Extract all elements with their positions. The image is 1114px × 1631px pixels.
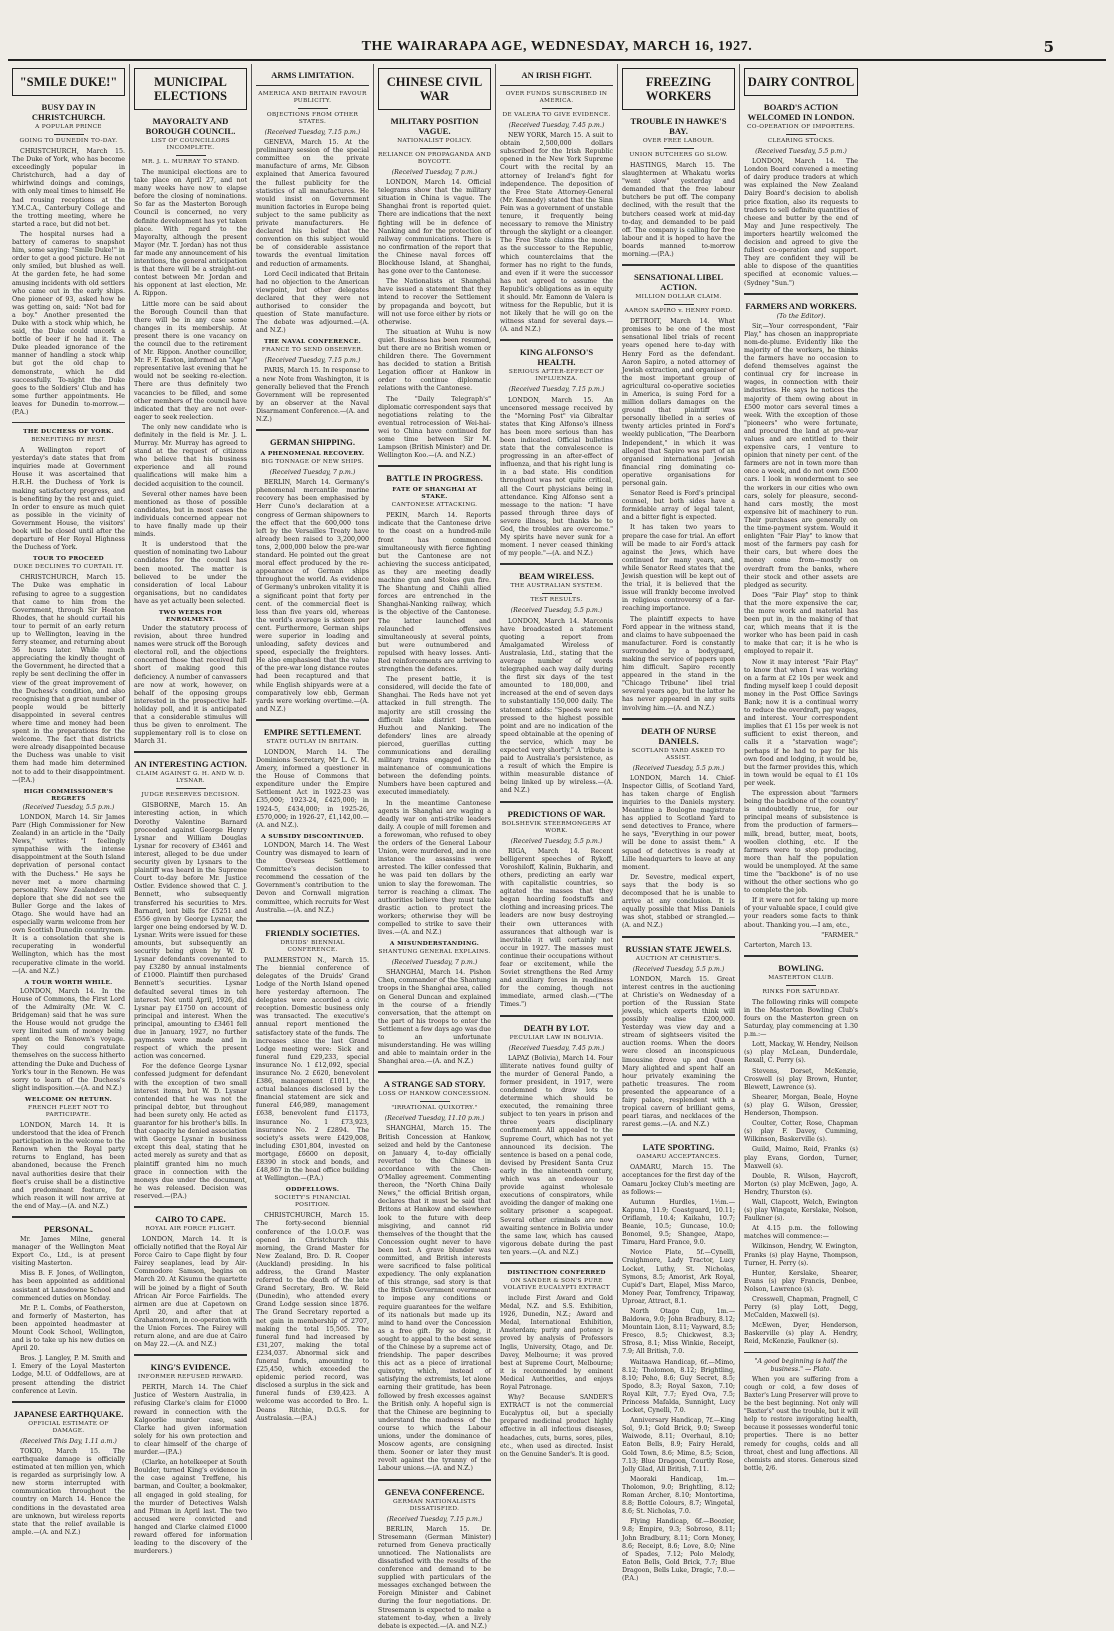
deck: BENEFITING BY REST. [31,437,106,444]
article-paragraph: Lord Cecil indicated that Britain had no objection to the American viewpoint, but other delegates declared that they were not authorised to consider the question of State manufacture. The debate was adjourned.—(A. and N.Z.) [256,270,369,335]
received-line: (Received Tuesday, 7.15 p.m.) [508,386,605,394]
received-line: (Received Tuesday, 11.10 p.m.) [384,1115,485,1123]
deck: PECULIAR LAW IN BOLIVIA. [509,1034,604,1041]
deck: GERMAN NATIONALISTS DISSATISFIED. [392,1498,477,1512]
article-paragraph: SHANGHAI, March 14. Pishon Chen, commander of the Shantung troops in the Shanghai area, called on General Duncan and explained in the course of a friendly conversation, that the attempt on the part of his troops to enter the Settlement a few days ago was due to an unfortunate misunderstanding. He was willing and able to maintain order in the Shanghai area.—(A. and N.Z.) [378,969,491,1066]
deck: SCOTLAND YARD ASKED TO ASSIST. [631,747,726,761]
headline: DEATH OF NURSE DANIELS. [641,725,716,746]
article-paragraph: PEKIN, March 14. Reports indicate that the Cantonese drive to the coast on a hundred-mile front has commenced simultaneously with fierce fighting but the Cantonese are not achieving the success anticipated, as they are meeting deadly machine gun and Stokes gun fire. The Shantung and Chihli allied forces are entrenched in the Shanghai-Nanking railway, which is the objective of the Cantonese. The latter launched and relaunched offensives simultaneously at several points, but were outnumbered and repulsed with heavy losses. Anti-Red reinforcements are arriving to strengthen the defences. [378,512,491,674]
headline: PERSONAL. [44,1223,93,1234]
received-line: (Received Tuesday, 5.5 p.m.) [755,148,847,155]
divider [134,1354,247,1356]
deck: RINKS FOR SATURDAY. [762,988,840,995]
subheading: FATE OF SHANGHAI AT STAKE. [392,486,477,501]
article-paragraph: A Wellington report of yesterday's date states that from inquiries made at Government House it was ascertained that H.R.H. the Duchess of York is making satisfactory progress, and is benefiting by the rest and quiet. In order to ensure as much quiet as possible in the vicinity of Government House, the visitors' book will be closed until after the departure of Her Royal Highness the Duchess of York. [12,447,125,552]
letter-paragraph: Now it may interest "Fair Play" to know that when I was working on a farm at £2 10s per week and finding myself keep I could deposit money in the Post Office Savings Bank; now it is a continual worry to reduce the overdraft, pay wages, and interest. Your correspondent implies that £1 15s per week is not sufficient to exist thereon, and calls it a "starvation wage"; perhaps if he had to pay for his own food and lodging, it would be, but the farmer provides this, which in town would be equal to £1 10s per week. [744,658,858,787]
deck: STATE OUTLAY IN BRITAIN. [266,738,359,745]
divider [256,429,369,431]
page-number: 5 [1043,38,1054,56]
subheading: TWO WEEKS FOR ENROLMENT. [158,608,223,623]
divider [744,955,858,957]
received-line: (Received Tuesday, 5.5 p.m.) [22,803,115,811]
divider [500,563,613,565]
divider [500,339,613,341]
separator [54,134,84,135]
deck: AARON SAPIRO v. HENRY FORD. [624,308,733,315]
race-entry: Maoraki Handicap, 1m.—Tholomon, 9.0; Brightling, 8.12; Roman Archer, 8.10; Montortima, 8.8; Bottle Colours, 8.7; Wingetal, 8.6; St. Nicholas, 7.0. [622,1475,735,1516]
received-line: (Received Tuesday, 7.45 p.m.) [508,122,605,129]
letter-paragraph: Sir,—Your correspondent, "Fair Play," has chosen an inappropriate nom-de-plume. Evidently like the majority of the workers, he thinks the farmers have no occasion to defend themselves against the continual cry for increase in wages, in connection with their industries. He says he notices the majority of them owing about in £500 motor cars several times a week. With the exception of those "pioneers" who were fortunate, and procured the land at pre-war values and are entitled to their expensive cars, I venture to opinion that ninety per cent. of the farmers are not in town more than once a week, and do not own £500 cars. I look in wonderment to see the workers in our cities who own cars, solely for pleasure, second-hand cars mostly, the most expensive bit of machinery to run. Their purchases are generally on the time-payment system. Would it enlighten "Fair Play" to know that most of the farmers pay cash for their cars, but where does the money come from—mostly on overdraft from the banks, where their stock and other assets are pledged as security. [744,322,858,589]
subheading: TOUR TO PROCEED [33,555,104,563]
subheading: A PHENOMENAL RECOVERY. [260,450,365,458]
divider [134,751,247,753]
divider [256,719,369,721]
subheading: THE NAVAL CONFERENCE. [263,338,362,346]
subheading: ODDFELLOWS. [285,1186,340,1194]
deck: BOLSHEVIK STEERMONGERS AT WORK. [501,820,612,834]
divider [500,1262,613,1264]
received-line: (Received Tuesday, 5.5 p.m.) [632,764,725,772]
rink-entry: Wilkinson, Hendry, W. Ewington, Franks (s) play Hayne, Thompson, Turner, H. Perry (s). [744,1243,858,1267]
article-paragraph: Several other names have been mentioned as those of possible candidates, but in most cases the individuals concerned appear not to have finally made up their minds. [134,490,247,539]
article-paragraph: LONDON, March 14. Sir James Parr (High Commissioner for New Zealand) in an article in the "Daily News," writes: "I feelingly sympathise with the intense disappointment at the South Island deprivation of personal contact with the Duchess." He says he never met a more charming personality. New Zealanders will deplore that she did not see the Buller Gorge and the lakes of Otago. She would have had an especially warm welcome from her own Scottish Dunedin countrymen. It is a consolation that she is recuperating in wonderful Wellington, which has the most recuperative climate in the world.—(A. and N.Z.) [12,813,125,975]
article-paragraph: LONDON, March 15. Great interest centres in the auctioning at Christie's on Wednesday of a portion of the Russian State jewels, which experts think will possibly realise £200,000. Yesterday was view day and a stream of sightseers visited the auction rooms. When the doors were closed an inconspicuous limousine drove up and Queen Mary alighted and spent half an hour privately examining the pathetic treasures. The room presented the appearance of a fairy palace, resplendent with a tropical cavern of brilliant gems, pearl tiaras, and necklaces of the rarest gems.—(A. and N.Z.) [622,975,735,1129]
received-line: (Received Tuesday, 7 p.m.) [269,469,356,477]
headline: ARMS LIMITATION. [271,70,354,80]
article-paragraph: LONDON, March 14. The Dominions Secretary, Mr L. C. M. Amery, informed a questioner in the House of Commons that expenditure under the Empire Settlement Act in 1922-23 was £35,000; 1923-24, £425,000; in 1924-5, £434,000; in 1925-26, £570,000; in 1926-27, £1,142,00.—(A. and N.Z.). [256,748,369,829]
letter-paragraph: The expression about "farmers being the backbone of the country" is undoubtedly true, for our principal means of subsistence is from the production of farmers—milk, bread, butter, meat, boots, woollen clothing, etc. If the farmers were to stop producing, more than half the population would be unemployed. At the same time the "backbone" is of no use without the other sections who go to complete the job. [744,790,858,895]
deck: MILLION DOLLAR CLAIM. [635,294,722,301]
article-paragraph: The situation at Wuhu is now quiet. Business has been resumed, but there are no British women or children there. The Government has decided to station a British Legation officer at Hankow in order to continue diplomatic relations with the Cantonese. [378,328,491,393]
deck: TEST RESULTS. [530,597,583,604]
advertisement-title: DISTINCTION CONFERRED [507,1268,606,1276]
article-paragraph: LONDON, March 14. The London Board convened a meeting of dairy produce traders at which was explained the New Zealand Dairy Board's decision to abolish price fixation, also its requests to traders to sell definite quantities of cheese and butter by the end of May and June respectively. The importers heartily welcomed the decision and agreed to give the fullest co-operation and support. They are confident they will be able to dispose of the quantities specified at economic values.—(Sydney "Sun.") [744,158,858,287]
editor-note: (To the Editor). [776,312,826,320]
deck: OVER FREE LABOUR. [642,138,715,144]
headline: BUSY DAY IN CHRISTCHURCH. [31,102,106,122]
headline: GERMAN SHIPPING. [270,437,355,448]
column-5 [496,64,618,1540]
column-2 [130,64,252,1556]
separator [786,985,816,986]
article-paragraph: The plaintiff expects to have Ford appear in the witness stand, and claims to have subpoenaed the manufacturer. Ford is constantly surrounded by a bodyguard, making the service of papers upon him difficult. Sapiro recently appeared in the stand in the "Chicago Tribune" libel trial several years ago, but the latter he has never appeared in any suits involving him.—(A. and N.Z.) [622,615,735,712]
headline: RUSSIAN STATE JEWELS. [625,943,732,954]
received-line: (Received Tuesday, 7.45 p.m.) [508,1044,605,1052]
subheading: A SUBSIDY DISCONTINUED. [261,832,364,840]
deck: CO-OPERATION OF IMPORTERS. [747,124,855,130]
article-paragraph: PERTH, March 14. The Chief Justice of Western Australia, in refusing Clarke's claim for £1000 reward in connection with the Kalgoorlie murder case, said Clarke had given information solely for his own protection and to clear himself of the charge of murder.—(P.A.) [134,1384,247,1457]
article-paragraph: The "Daily Telegraph's" diplomatic correspondent says that negotiations relating to the eventual retrocession of Wei-hai-wei to China have continued for some time between Sir M. Lampson (British Minister) and Dr. Wellington Koo.—(A. and N.Z.) [378,395,491,460]
race-entry: Novice Plate, 5f.—Cynelli, Craighmore, Lady Tractor, Lucy Locket, Luthy, St. Nicholas, Symons, 8.5; Amorist, Ark Royal, Cupid's Dart, Elapel, Miss Marco, Money Pear, Tomfrency, Tripaway, Uproar, Attract, 8.1. [622,1249,735,1305]
race-entry: Waitaawa Handicap, 6f.—Mimo, 8.12; Tholomon, 8.12; Brightling, 8.10; Peho, 8.6; Guy Secret, 8.5; Spodo, 8.3; Royal Saxon, 7.10; Royal Kilt, 7.7; Eyed Ova, 7.5; Princess Mafalda, Sunnight, Lucy Locket, Cynelli, 7.0. [622,1358,735,1415]
headline: BOWLING. [778,962,824,973]
divider [378,1479,491,1481]
deck: BIG TONNAGE OF NEW SHIPS. [261,459,364,466]
deck: DE VALERA TO GIVE EVIDENCE. [502,112,611,118]
article-paragraph: In the meantime Cantonese agents in Shanghai are waging a deadly war on anti-strike leaders daily. A couple of mill foremen and a forewoman, who refused to obey the orders of the General Labour Union, were murdered, and in one instance the assassins were arrested. The killer confessed that he was paid ten dollars by the union to slay the forewoman. The terror is reaching a climax. The authorities believe they must take drastic action to protect the workers; otherwise they will be compelled to strike to save their lives.—(A. and N.Z.) [378,799,491,937]
deck: OVER FUNDS SUBSCRIBED IN AMERICA. [505,91,608,104]
race-entry: Anniversary Handicap, 7f.—King Sol, 9.1; Gold Brick, 9.0; Sweep Waiwode, 8.11; Overhaul, 8.10; Eaton Bells, 8.9; Fairy Herald, Gold Town, 8.6; Mime, 8.5; Scion, 7.13; Blue Dragoon, Courtly Rose, Jolly Glad, All British, 7.11. [622,1417,735,1473]
article-paragraph: The following rinks will compete in the Masterton Bowling Club's fours on the Masterton green on Saturday, play commencing at 1.30 p.m.:— [744,998,858,1039]
rink-entry: Stevens, Dorset, McKenzie, Croswell (s) play Brown, Hunter, Blewett, Lawrence (s). [744,1067,858,1091]
headline: MAYORALTY AND BOROUGH COUNCIL. [145,116,236,136]
headline: BEAM WIRELESS. [519,571,594,582]
divider [622,264,735,266]
headline: BATTLE IN PROGRESS. [386,473,483,484]
separator [786,134,816,135]
received-line: (Received Tuesday, 5.5 p.m.) [510,607,603,615]
rink-entry: Lott, Mackay, W. Hendry, Neilson (s) play McLean, Dunderdale, Rexall, C. Perry (s). [744,1041,858,1065]
divider [134,1206,247,1208]
article-paragraph: The hospital nurses had a battery of cameras to snapshot him, some saying: "Smile Duke!" in order to get a good picture. He not only smiled, but blushed as well. At the garden fete, he had some amusing incidents with old settlers who came out in the early ships. One pioneer of 93, asked how he was getting on, said: "Not bad for a boy." Another presented the Duke with a stock whip which, he said, the Duke could uncork a bottle of beer if he had it. The Duke pleaded ignorance of the manner of handling a stock whip but got the old chap to demonstrate, which he did successfully. To-night the Duke goes to the Soldiers' Club and has some further appointments. He leaves for Dunedin to-morrow.—(P.A.) [12,230,125,416]
deck: DUKE DECLINES TO CURTAIL IT. [13,564,124,571]
article-paragraph: LONDON, March 14. It is officially notified that the Royal Air Force Cairo to Cape flight by four Fairey seaplanes, lead by Air-Commodore Samson, begins on March 20. At Kisumu the quartette will be joined by a flight of South African Air Force Fairfields. The airmen are due at Capetown on April 20, and after that at Grahamstown, in co-operation with the Union Forces. The Fairey will return alone, and are due at Cairo on May 22.—(A. and N.Z.) [134,1235,247,1349]
banner-smile-duke: "SMILE DUKE!" [12,68,125,96]
deck: SERIOUS AFTER-EFFECT OF INFLUENZA. [508,369,605,383]
headline: CAIRO TO CAPE. [155,1213,226,1224]
article-paragraph: Bros. J. Langley, P. M. Smith and I. Emery of the Loyal Masterton Lodge, M.U. of Oddfellows, are at present attending the district conference at Levin. [12,1355,125,1395]
deck: MR. J. L. MURRAY TO STAND. [141,159,240,165]
race-entry: North Otago Cup, 1m.—Baldowa, 9.0; John Bradbury, 8.12; Mountain Lion, 8.11; Vayward, 8.5; Fresco, 8.5; Chickwest, 8.3; Sfrosa, 8.1; Miss Winkie, Receipt, 7.9; All British, 7.0. [622,1307,735,1356]
divider [378,1071,491,1073]
deck: SHANTUNG GENERAL EXPLAINS. [378,949,491,956]
article-paragraph: The only new candidate who is definitely in the field is Mr. J. L. Murray. Mr. Murray has agreed to stand at the request of citizens who believe that his business experience and all round qualifications will make him a decided acquisition to the council. [134,423,247,488]
headline: FRIENDLY SOCIETIES. [265,927,360,938]
deck: GOING TO DUNEDIN TO-DAY. [19,138,118,144]
headline: GENEVA CONFERENCE. [384,1486,485,1497]
deck: AMERICA AND BRITAIN FAVOUR PUBLICITY. [258,91,367,104]
divider [500,85,613,86]
article-paragraph: Senator Reed is Ford's principal counsel, but both sides have a formidable array of legal talent, and a bitter fight is expected. [622,490,735,522]
columns [8,64,1106,1630]
article-paragraph: BERLIN, March 14. Germany's phenomenal mercantile marine recovery has been emphasised by Herr Cuno's declaration at a congress of German shipowners to the effect that the 600,000 tons left by the Versailles Treaty have already been raised to 3,200,000 tons, 2,000,000 below the pre-war standard. He pointed out the great moral effect produced by the re-appearance of German ships throughout the world. As evidence of Germany's unbroken vitality it is a significant point that forty per cent. of the commercial fleet is less than five years old, whereas the world's average is sixteen per cent. Furthermore, German ships were superior in loading and unloading, safety devices and speed, especially the freighters. He also emphasised that the value of the pre-war long distance routes had been recaptured and that while English shipyards were at a comparatively low ebb, German yards were working overtime.—(A. and N.Z.) [256,479,369,713]
article-paragraph: LONDON, March 14. Chief-Inspector Gillis, of Scotland Yard, has taken charge of English inquiries to the Daniels mystery. Meantime a Boulogne magistrate has applied to Scotland Yard to send detectives to France, where he says, "Everything in our power will be done to assist them." A squad of detectives is ready at Lille headquarters to leave at any moment. [622,774,735,871]
separator [176,155,206,156]
article-paragraph: Mr. James Milne, general manager of the Wellington Meat Export Co., Ltd., is at present visiting Masterton. [12,1235,125,1268]
received-line: (Received Tuesday, 7.15 p.m.) [386,1515,483,1523]
received-line: (Received Tuesday, 7.15 p.m.) [264,357,361,365]
subheading: A TOUR WORTH WHILE. [24,978,113,986]
divider [12,1216,125,1218]
rink-entry: McEwen, Dyer, Henderson, Baskerville (s) play A. Hendry, Reid, McKenzie, Faulkner (s). [744,1322,858,1346]
headline: PREDICTIONS OF WAR. [507,808,606,819]
deck: SOCIETY'S FINANCIAL POSITION. [274,1195,351,1209]
deck: RELIANCE ON PROPAGANDA AND BOYCOTT. [378,152,492,165]
received-line: (Received This Day, 1.11 a.m.) [20,1437,117,1445]
subheading: WELCOME ON RETURN. [25,1095,112,1103]
article-paragraph: For the defence George Lysnar confessed judgment for defendant with the exception of two small interest items, but W. D. Lysnar contended that he was not the principal debtor, but throughout had been surety only. He acted as guarantor for his brother's bills. In that capacity he denied association with George Lysnar in business except this deal, stating that he acted merely as surety and that as plaintiff granted him no much grace in connection with the moneys due under the document, he was released. Decision was reserved.—(P.A.) [134,1063,247,1200]
column-7 [740,64,862,1540]
deck: CLAIM AGAINST G. H. AND W. D. LYSNAR. [136,771,245,785]
rink-entry: Guild, Maimo, Reid, Franks (s) play Evans, Gordon, Turner, Maxwell (s). [744,1146,858,1170]
deck: MASTERTON CLUB. [768,974,834,981]
article-paragraph: OAMARU, March 15. The acceptances for the first day of the Oamaru Jockey Club's meeting are as follows:— [622,1164,735,1196]
column-4 [374,64,496,1630]
article-paragraph: It is understood that the question of nominating two Labour candidates for the council has been mooted. The matter is believed to be under the consideration of local Labour organisations, but no candidates have as yet actually been selected. [134,541,247,605]
deck: CLEARING STOCKS. [767,138,835,144]
article-paragraph: The Nationalists at Shanghai have issued a statement that they intend to recover the Settlement by propaganda and boycott, but will not use force either by riots or otherwise. [378,278,491,326]
letter-signature: "FARMER." [821,931,858,939]
race-entry: Flying Handicap, 6f.—Boozier, 9.8; Empire, 9.3; Sobroso, 8.11; John Bradbury, 8.11; Corn Money, 8.6; Receipt, 8.6; Love, 8.0; Nine of Spades, 7.12; Polo Melody, Eaton Bells, Gold Brick, 7.7; Blue Dragoon, Bells Luke, Dragic, 7.0.—(P.A.) [622,1518,735,1582]
article-paragraph: Miss B. F. Jones, of Wellington, has been appointed as additional assistant at Lansdowne School and commenced duties on Monday. [12,1270,125,1302]
divider [12,422,125,423]
headline: BOARD'S ACTION WELCOMED IN LONDON. [747,102,855,122]
deck: OFFICIAL ESTIMATE OF DAMAGE. [28,1420,109,1434]
deck: NATIONALIST POLICY. [397,138,472,144]
deck: A POPULAR PRINCE [35,124,102,130]
subheading: A MISUNDERSTANDING. [389,940,480,948]
headline: A STRANGE SAD STORY. [383,1079,486,1090]
article-paragraph: LONDON, March 14. The West Country was dismayed to learn of the Overseas Settlement Committee's decision to recommend the cessation of the Government's contribution to the Devon and Cornwall migration committee, which recruits for West Australia.—(A. and N.Z.) [256,841,369,914]
separator [298,108,328,109]
separator [542,593,572,594]
headline: AN IRISH FIGHT. [521,70,592,80]
deck: AUCTION AT CHRISTIE'S. [635,955,722,962]
deck: FRANCE TO SEND OBSERVER. [261,347,364,354]
banner-chinese-civil-war: CHINESE CIVIL WAR [378,68,491,110]
deck: CANTONESE ATTACKING. [391,502,478,509]
deck: "IRRATIONAL QUIXOTRY." [391,1105,478,1112]
column-1 [8,64,130,1540]
article-paragraph: Under the statutory process of revision, about three hundred names were struck off the Borough electoral roll, and the objections concerned those that received full short of making good this deficiency. A number of canvassers are now at work, however, on behalf of the opposing groups interested in the prospective half-holiday poll, and it is anticipated that a considerable stimulus will thus be given to enrolment. The supplementary roll is to close on March 31. [134,624,247,746]
article-paragraph: CHRISTCHURCH, March 15. The forty-second biennial conference of the I.O.O.F. was opened in Christchurch this morning, the Grand Master for New Zealand, Bro. D. R. Cooper (Auckland) presiding. In his address, the Grand Master referred to the death of the late Grand Secretary, Bro. W. Reid (Dunedin), who attended every Grand Lodge session since 1876. The Grand Secretary reported a net gain in membership of 2707, making the total 15,505. The funeral fund had increased by £31,207, making the total £234,037. Abnormal sick and funeral funds, amounting to £25,450, which exceeded the epidemic period record, was disclosed a surplus in the sick and funeral funds of £39,423. A welcome was accorded to Bro. L. Deans Ritchie, D.G.S. for Australasia.—(P.A.) [256,1212,369,1422]
separator [664,304,694,305]
received-line: (Received Tuesday, 5.5 p.m.) [510,837,603,845]
article-paragraph: RIGA, March 14. Recent belligerent speeches of Rykoff, Voroshiloff, Kalinin, Bukharin, and others, predicting an early war with capitalistic countries, so agitated the masses that they began hoarding foodstuffs and clothing and increasing prices. The leaders are now busy destroying their own utterances with assurances that although war is inevitable it will certainly not occur in 1927. The masses must continue their occupations without fear or excitement, while the Soviet strengthens the Red Army and auxiliary forces in readiness for the coming, though not immediate, armed clash.—("The Times.") [500,847,613,1009]
deck: DRUIDS' BIENNIAL CONFERENCE. [280,939,345,953]
advertisement-body: When you are suffering from a cough or cold, a few doses of Baxter's Lung Preserver will prove to be the best beginning. Not only will "Baxter's" oust the trouble, but it will help to restore invigorating health, because it possesses wonderful tonic properties. There is no better remedy for coughs, colds and all throat, chest and lung affections. All chemists and stores. Generous sized bottle, 2/6. [744,1375,858,1472]
headline: JAPANESE EARTHQUAKE. [13,1408,124,1419]
masthead-rule [8,59,1106,61]
banner-dairy-control: DAIRY CONTROL [744,68,858,96]
headline: DEATH BY LOT. [523,1022,590,1033]
column-3 [252,64,374,1540]
headline: EMPIRE SETTLEMENT. [263,726,362,737]
deck: LOSS OF HANKOW CONCESSION. [378,1091,491,1098]
headline: KING ALFONSO'S HEALTH. [519,347,594,368]
headline: LATE SPORTING. [642,1142,715,1153]
separator [664,148,694,149]
article-paragraph: Dr. Sevestre, medical expert, says that the body is so decomposed that he is unable to arrive at any conclusion. It is equally possible that Miss Daniels was shot, stabbed or strangled.—(A. and N.Z.) [622,873,735,930]
article-paragraph: NEW YORK, March 15. A suit to obtain 2,500,000 dollars subscribed for the Irish Republic opened in the New York Supreme Court with the recital by an attorney of Ireland's fight for independence. The deposition of the Free State Attorney-General (Mr. Kennedy) stated that the Sinn Fein was a government of unstable tenure, it frequently being necessary to remove the Ministry through the skylight or a cleanger. The Free State claims the money as the successor to the Republic, which counterclaims that the former has no right to the funds, and even if it were the successor has not agreed to assume the Republic's obligations as in equity it should. Mr. Eamonn de Valera is witness for the Republic, but it is not likely that he will go on the witness stand for several days.—(A. and N.Z.) [500,132,613,334]
received-line: (Received Tuesday, 7 p.m.) [391,959,478,967]
rink-entry: Coulter, Cotter, Rose, Chapman (s) play F. Davey, Cumming, Wilkinson, Baskerville (s). [744,1120,858,1144]
article-paragraph: LONDON, March 14. Marconis have broadcasted a statement quoting a report from Amalgamated Wireless of Australasia, Ltd., stating that the average number of words telegraphed each way daily during the first six days of the test amounted to 180,000, and increased at the end of seven days to substantially 150,000 daily. The statement adds: "Speeds were not pressed to the highest possible point and are no indication of the speed obtainable at the opening of the service, which may be expected very shortly." A tribute is paid to Australia's persistence, as a result of which the Empire is within measurable distance of being linked up by wireless.—(A. and N.Z.) [500,617,613,795]
article-paragraph: GISBORNE, March 15. An interesting action, in which Dorothy Valentine Barnard proceeded against George Henry Lysnar and William Douglas Lysnar for recovery of £3461 and interest, alleged to be due under security given by Lysnars to the plaintiff was heard in the Supreme Court to-day before Mr. Justice Ostler. Evidence showed that C. J. Bennett, who subsequently transferred his securities to Mrs. Barnard, lent bills for £5251 and £556 given by George Lysnar, the larger one being endorsed by W. D. Lysnar. Writs were issued for these amounts, but subsequently an security being given by W. D. Lysnar defendants covenanted to pay £3280 by annual instalments of £1000. Plaintiff then purchased Bennett's securities. Lysnar defaulted several times in teh interest. Not until April, 1926, did Lysnar pay £1750 on account of principal and interest. When the principal, amounting to £3461 fell due in January, 1927, no further payments were made and in respect of which the present action was concerned. [134,802,247,1061]
letter-paragraph: Does "Fair Play" stop to think that the more expensive the car, the more work and material has been put in, in the making of that car, which means that it is the worker who has been paid in cash to make that car; it is he who is employed to repair it. [744,591,858,656]
headline: AN INTERESTING ACTION. [134,759,247,770]
article-paragraph: PALMERSTON N., March 15. The biennial conference of delegates of the Druids' Grand Lodge of the North Island opened here yesterday afternoon. The delegates were accorded a civic reception. Domestic business only was transacted. The executive's annual report mentioned the satisfactory state of the funds. The increases since the last Grand Lodge meeting were: Sick and funeral fund £29,233, special insurance No. 1 £12,092, special insurance No. 2 £620, benevolent £386, management £1011, the actual balances disclosed by the financial statement are sick and funeral £46,989, management £638, benevolent fund £1173, insurance No. 1 £73,923, insurance No. 2 £2894. The society's assets were £429,008, including £301,804, invested on mortgage, £6600 on deposit, £8390 in stock and bonds, and £48,867 in the head office building at Wellington.—(P.A.) [256,956,369,1183]
article-paragraph: At 4.15 p.m. the following matches will commence:— [744,1225,858,1241]
letter-paragraph: If it were not for taking up more of your valuable space, I could give your readers some facts to think about. Thanking you.—I am, etc., [744,897,858,929]
divider [622,936,735,938]
deck: LIST OF COUNCILLORS INCOMPLETE. [151,138,230,151]
article-paragraph: The present battle, it is considered, will decide the fate of Shanghai. The Reds have not yet attacked in full strength. The majority are still crossing the difficult lake district between Huzhou and Nanking. The defenders' lines are already pierced, guerillas cutting communications and derailing military trains engaged in the maintenance of communications between the defending points. Numbers have been captured and executed immediately. [378,676,491,797]
article-paragraph: PARIS, March 15. In response to a new Note from Washington, it is generally believed that the French Government will be represented by an observer at the Naval Disarmament Conference.—(A. and N.Z.) [256,367,369,423]
article-paragraph: LONDON, March 15. An uncensored message received by the "Morning Post" via Gibraltar states that King Alfonso's illness has been more serious than has been indicated. Official bulletins state that the convalescence is progressing in an after-effect of influenza, and that his right lung is in a bad state. His condition throughout was not quite critical, all the Court physicians being in attendance. King Alfonso sent a message to the nation: "I have passed through three days of severe illness, but thanks be to God, the troubles are overcome." My spirits have never sunk for a moment. I never ceased thinking of my people."—(A. and N.Z.) [500,396,613,558]
received-line: (Received Tuesday, 5.5 p.m.) [632,965,725,973]
deck: JUDGE RESERVES DECISION. [141,792,240,799]
letter-dateline: Carterton, March 13. [744,941,813,949]
deck: FRENCH FLEET NOT TO PARTICIPATE. [28,1104,109,1118]
article-paragraph: GENEVA, March 15. At the preliminary session of the special committee on the private manufacture of arms, Mr. Gibson explained that America favoured the fullest publicity for the statistics of all manufactures. He would insist on Government munition factories in Europe being subject to the same publicity as private manufacturers. He declared his belief that the convention on this subject would be of considerable assistance towards the eventual limitation and reduction of armaments. [256,139,369,268]
deck: OAMARU ACCEPTANCES. [636,1154,721,1161]
article-paragraph: LONDON, March 14. Official telegrams show that the military situation in China is vague. The Shanghai front is reported quiet. There are indications that the next fighting will be in defence of Nanking and for the protection of railway communications. There is no confirmation of the report that the Chinese naval forces off Blockhouse Island, at Shanghai, has gone over to the Cantonese. [378,179,491,276]
banner-freezing-workers: FREEZING WORKERS [622,68,735,110]
headline: MILITARY POSITION VAGUE. [390,116,479,136]
received-line: (Received Tuesday, 7 p.m.) [391,169,478,176]
divider [256,85,369,86]
rink-entry: Double, R. Wilson, Haycroft, Morton (s) play McEwen, Jago, A. Hendry, Thurston (s). [744,1172,858,1196]
article-paragraph: (Clarke, an hotelkeeper at South Boulder, turned King's evidence in the case against Treffene, his barman, and Coulter, a bookmaker, all engaged in gold stealing, for the murder of Detectives Walsh and Pitman in April last. The two accused were convicted and hanged and Clarke claimed £1000 reward offered for information leading to the discovery of the murderers.) [134,1459,247,1556]
divider [744,1352,858,1353]
article-paragraph: LONDON, March 14. In the House of Commons, the First Lord of the Admiralty (Mr. W. C. Bridgeman) said that he was sure the House would not grudge the very limited sum of money being spent on the Renown's voyage. They could congratulate themselves on the success hitherto attending the Duke and Duchess of York's tour in the Renown. He was sorry to learn of the Duchess's slight indisposition.—(A. and N.Z.) [12,987,125,1092]
divider [12,1401,125,1403]
separator [420,1101,450,1102]
divider [622,718,735,720]
column-6 [618,64,740,1582]
divider [622,1134,735,1136]
article-paragraph: Mr. P. L. Combs, of Featherston, and formerly of Masterton, has been appointed headmaster at Mount Cook School, Wellington, and is to take up his new duties on April 20. [12,1304,125,1353]
headline: KING'S EVIDENCE. [150,1362,231,1373]
article-paragraph: BERLIN, March 15. Dr. Stresemann (German Minister) returned from Geneva practically unnoticed. The Nationalists are dissatisfied with the results of the conference and demand to be supplied with particulars of the messages exchanged between the Foreign Minister and Cabinet during the four negotiations. Dr. Stresemann is expected to make a statement to-day, when a lively debate is expected.—(A. and N.Z.) [378,1525,491,1630]
article-paragraph: It has taken two years to prepare the case for trial. An effort will be made to air Ford's attack against the Jews, which have continued for many years, and, while Senator Reed states that the Jewish question will be kept out of the trial, it is believed that the issue will frankly become involved in religious controversy of a far-reaching importance. [622,524,735,613]
article-paragraph: LONDON, March 14. It is understood that the idea of French participation in the welcome to the Renown when the Royal party returns to England, has been abandoned, because the French naval authorities desire that their fleet's cruise shall be a distinctive and predominant feature, for which reason it will now arrive at the end of May.—(A. and N.Z.) [12,1121,125,1210]
advertisement-subtitle: ON SANDER & SON'S PURE VOLATIVE EUCALYPTI EXTRACT [503,1277,610,1291]
newspaper-title: THE WAIRARAPA AGE, WEDNESDAY, MARCH 16, 1927. [361,39,753,54]
divider [500,801,613,803]
separator [176,788,206,789]
race-entry: Autumn Hurdles, 1½m.—Kapuna, 11.9; Coastguard, 10.11; Oriflamb, 10.4; Kaikahu, 10.7; Beanie, 10.5; Guncase, 10.0; Bonomel, 9.5; Shangee, Atapo, Timaru, Hard France, 9.0. [622,1198,735,1247]
deck: THE AUSTRALIAN SYSTEM. [510,583,603,590]
rink-entry: Wall, Clapcott, Welch, Ewington (s) play Wingate, Kerslake, Nolson, Faulkner (s). [744,1198,858,1223]
divider [256,920,369,922]
article-paragraph: Little more can be said about the Borough Council than that there will be in any case some changes in its membership. At present there is one vacancy on the council due to the retirement of Mr. Rippon. Another councillor, Mr. F. F. Easton, informed an "Age" representative last evening that he would not be seeking re-election. There are thus definitely two vacancies to be filled, and some other members of the council have indicated that they are not over-eager to seek reelection. [134,300,247,421]
deck: INFORMER REFUSED REWARD. [137,1374,244,1381]
headline: FARMERS AND WORKERS. [745,300,857,311]
banner-municipal-elections: MUNICIPAL ELECTIONS [134,68,247,110]
article-paragraph: CHRISTCHURCH, March 15. The Duke of York, who has become exceedingly popular in Christchurch, had a day of whirlwind doings and comings, with only meal times to himself. He had rousing receptions at the Y.M.C.A., Canterbury College and the trotting meeting, where he started a race, but did not bet. [12,148,126,228]
divider [500,1015,613,1017]
article-paragraph: DETROIT, March 14. What promises to be one of the most sensational libel trials of recent years opened here to-day with Henry Ford as the defendant. Aaron Sapiro, a noted attorney of Jewish extraction, and organiser of the most important group of agricultural co-operative societies in America, is suing Ford for a million dollars damages on the ground that plaintiff was personally libelled in a series of twenty articles printed in Ford's weekly publication, "The Dearborn Independent," in which it was alleged that Sapiro was part of an organised international Jewish financial ring dominating co-operative organisations for personal gain. [622,318,735,487]
received-line: (Received Tuesday, 7.15 p.m.) [264,129,361,136]
advertisement-heading: "A good beginning is half the business." — Plato. [754,1357,848,1373]
article-paragraph: HASTINGS, March 15. The slaughtermen at Whakatu works "went slow" yesterday and demanded that the free labour butchers be put off. The company declined, with the result that the butchers ceased work at mid-day to-day, and demanded to be paid off. The company is calling for free labour and it is hoped to have the boards manned to-morrow morning.—(P.A.) [622,162,735,259]
rink-entry: Shearer, Morgan, Beale, Hoyne (s) play G. Wilson, Gressier, Henderson, Thompson. [744,1093,858,1118]
subheading: HIGH COMMISSIONER'S REGRETS [23,787,114,802]
separator [420,148,450,149]
deck: OBJECTIONS FROM OTHER STATES. [266,112,359,125]
headline: TROUBLE IN HAWKE'S BAY. [630,116,727,136]
rink-entry: Hunter, Kerslake, Shearer, Evans (s) play Francis, Denbee, Nolson, Lawrence (s). [744,1269,858,1293]
advertisement-body: Why? Because SANDER'S EXTRACT is not the commercial Eucalyptus oil, but a specially prepared medicinal product highly effective in all infectious diseases, headaches, cuts, burns, sores, piles, etc., when used as directed. Insist on the Genuine Sander's. It is good. [500,1394,613,1458]
separator [542,108,572,109]
article-paragraph: SHANGHAI, March 15. The British Concession at Hankow, seized and held by the Cantonese on January 4, to-day officially reverted to the Chinese in accordance with the Chen-O'Malley agreement. Commenting thereon, the "North China Daily News," the official British organ, declares that it must be said that Britons at Hankow and elsewhere look to the future with deep misgiving, and cannot rid themselves of the thought that the Concession ought never to have been lost. A grave blunder was committed, and British interests were sacrificed to false political expediency. The only explanation of this strange, sad story is that the British Government overmeant to impose any conditions or require guarantees for the welfare of its nationals but made up its mind to hand over the Concession as a free gift. By so doing, it sought to appeal to the best sense of the Chinese by a supreme act of friendship. The paper describes this act as a piece of irrational quixotry, which, instead of satisfying the extremists, let alone earning their gratitude, has been followed by fresh excesses against the British only. A hopeful sign is that the Chinese are beginning to understand the madness of the course to which the Labour unions, under the dominance of Moscow agents, are consigning them. Sooner or later they must revolt against the tyranny of the Labour unions.—(A. and N.Z.) [378,1125,491,1473]
masthead [0,0,1114,62]
subheading: THE DUCHESS OF YORK. [23,428,114,436]
advertisement-body: include First Award and Gold Medal, N.Z. and S.S. Exhibition, 1926, Dunedin, N.Z.; Award and Medal, International Exhibition, Amsterdam; purity and potency is proved by analysis of Professors Inglis, University, Otago, and Dr. Davey, Melbourne; it was proved best at Supreme Court, Melbourne; it is recommended by eminent Medical Authorities, and enjoys Royal Patronage. [500,1294,613,1391]
deck: ROYAL AIR FORCE FLIGHT. [145,1225,236,1232]
article-paragraph: CHRISTCHURCH, March 15. The Duke was emphatic in refusing to agree to a suggestion that came to him from the Government, through Sir Heaton Rhodes, that he should curtail his tour to permit of an early return up to Wellington, leaving in the ferry steamer, and returning about 36 hours later. While much appreciating the kindly thought of the Government, he directed that a reply be sent declining the offer in view of the great improvement of the Duchess's condition, and also recognising that a great number of people would be bitterly disappointed in several centres where time and money had been spent in the preparations for the welcome. The fact that districts were already disappointed because the Duchess was unable to visit them had made him determined not to add to their disappointment.—(P.A.) [12,574,125,784]
headline: SENSATIONAL LIBEL ACTION. [634,272,723,293]
deck: UNION BUTCHERS GO SLOW. [629,152,728,158]
article-paragraph: LAPAZ (Bolivia), March 14. Four illiterate natives found guilty of the murder of General Pando, a former president, in 1917, were condemned to draw lots to determine which should be executed, the remaining three subject to ten years in prison and three years disciplinary confinement. All appealed to the Supreme Court, which has not yet announced its decision. The sentence is based on a penal code, devised by President Santa Cruz early in the nineteenth century, which was an endeavour to provide against wholesale executions of conspirators, while avoiding the danger of making one solitary prisoner a scapegoat. Several other criminals are now awaiting sentence in Bolivia under the same law, which has caused vigorous debate during the past ten years.—(A. and N.Z.) [500,1054,613,1256]
divider [744,293,858,295]
article-paragraph: TOKIO, March 15. The earthquake damage is officially estimated at ten million yen, which is regarded as surprisingly low. A new storm interrupted with communication throughout the country on March 14. Hence the conditions in the devastated area are unknown, but wireless reports state that the relief available is ample.—(A. and N.Z.) [12,1447,125,1536]
article-paragraph: The municipal elections are to take place on April 27, and not many weeks have now to elapse before the closing of nominations. So far as the Masterton Borough Council is concerned, no very definite development has yet taken place. With regard to the Mayoralty, although the present Mayor (Mr. T. Jordan) has not thus far made any announcement of his intentions, the general anticipation is that there will be a straight-out contest between Mr. Jordan and his opponent at last election, Mr. A. Rippon. [134,169,247,298]
divider [378,465,491,467]
rink-entry: Cresswell, Chapman, Pragnell, C Perry (s) play Lott, Degg, McCalden, Maxwell (s). [744,1296,858,1320]
